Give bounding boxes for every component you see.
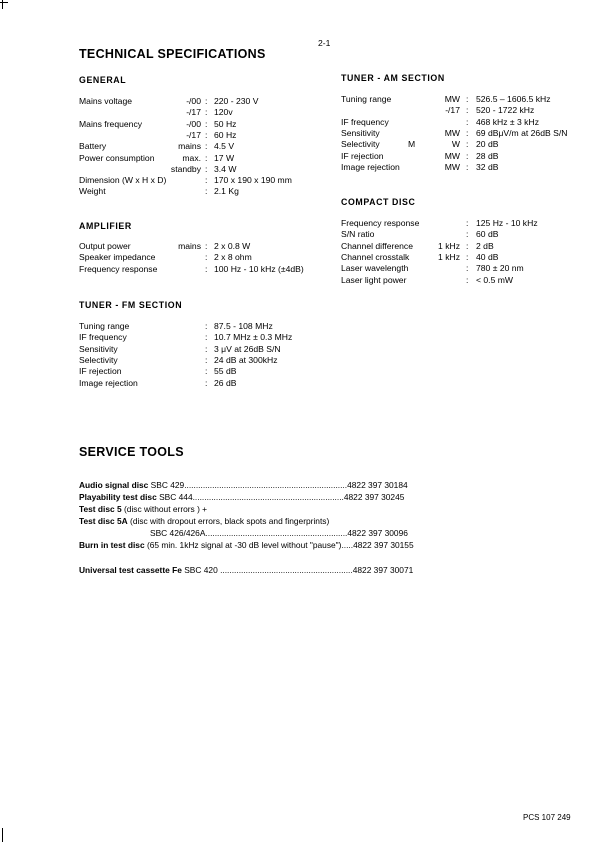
spec-colon: : <box>205 354 208 365</box>
spec-value: < 0.5 mW <box>476 274 514 285</box>
service-tool-name: Test disc 5A <box>79 516 128 526</box>
spec-row <box>0 151 595 162</box>
spec-row <box>0 275 595 286</box>
page-title: TECHNICAL SPECIFICATIONS <box>79 47 266 61</box>
service-tool-name: Universal test cassette Fe <box>79 565 182 575</box>
spec-value: 69 dBμV/m at 26dB S/N <box>476 127 568 138</box>
spec-label: Image rejection <box>79 377 138 388</box>
service-tool-line <box>79 540 447 551</box>
spec-label: S/N ratio <box>341 229 375 240</box>
spec-label: Mains frequency <box>79 118 143 129</box>
spec-colon: : <box>205 332 208 343</box>
spec-colon: : <box>205 107 208 118</box>
spec-value: 220 - 230 V <box>214 96 259 106</box>
heading-compact-disc: COMPACT DISC <box>341 197 416 207</box>
service-tool-leader: ............................................................. <box>205 528 348 538</box>
service-tool-code: 4822 397 30096 <box>347 528 408 538</box>
page-number: 2-1 <box>318 38 331 48</box>
spec-label: Tuning range <box>79 321 130 331</box>
spec-value: 28 dB <box>476 150 499 161</box>
spec-qualifier: MW <box>444 127 460 138</box>
spec-value: 2 dB <box>476 240 494 251</box>
spec-row <box>0 105 595 116</box>
spec-value: 55 dB <box>214 366 237 377</box>
spec-label: Tuning range <box>341 94 392 104</box>
spec-label: Frequency response <box>79 263 158 274</box>
spec-value: 17 W <box>214 152 235 163</box>
spec-colon: : <box>466 251 469 262</box>
service-tool-desc: (disc without errors ) + <box>121 504 208 514</box>
spec-value: 2.1 Kg <box>214 186 239 197</box>
service-tool-line <box>79 480 447 491</box>
spec-value: 3.4 W <box>214 163 237 174</box>
spec-label: Power consumption <box>79 152 155 163</box>
spec-label: Image rejection <box>341 161 400 172</box>
spec-colon: : <box>205 175 208 186</box>
spec-row <box>0 355 595 366</box>
service-tool-line <box>79 516 447 527</box>
spec-row <box>0 263 595 274</box>
spec-value: 170 x 190 x 190 mm <box>214 175 292 186</box>
spec-value: 780 ± 20 nm <box>476 263 524 274</box>
spec-value: 520 - 1722 kHz <box>476 105 535 116</box>
service-tool-code: 4822 397 30071 <box>352 565 414 575</box>
spec-colon: : <box>466 116 469 127</box>
spec-value: 10.7 MHz ± 0.3 MHz <box>214 332 293 343</box>
service-tool-leader: ..... <box>341 540 354 550</box>
spec-colon: : <box>466 229 469 240</box>
spec-value: 87.5 - 108 MHz <box>214 321 273 331</box>
spec-label: Channel crosstalk <box>341 251 410 262</box>
spec-colon: : <box>466 150 469 161</box>
spec-value: 468 kHz ± 3 kHz <box>476 116 539 127</box>
spec-label: IF frequency <box>79 332 127 343</box>
service-tool-line <box>79 492 447 503</box>
service-tool-desc: SBC 420 <box>181 565 221 575</box>
heading-general: GENERAL <box>79 75 127 85</box>
heading-tuner-am: TUNER - AM SECTION <box>341 73 445 83</box>
spec-value: 60 dB <box>476 229 499 240</box>
spec-row <box>0 344 595 355</box>
spec-qualifier: MW <box>444 94 460 104</box>
spec-label: Selectivity <box>341 139 380 150</box>
spec-colon: : <box>205 241 208 251</box>
spec-qualifier: MW <box>444 161 460 172</box>
spec-value: 20 dB <box>476 139 499 150</box>
service-tool-desc: SBC 426/426A <box>150 528 206 538</box>
spec-row <box>0 139 595 150</box>
spec-label: Selectivity <box>79 354 118 365</box>
service-tool-leader: ...................................................................... <box>184 480 348 490</box>
service-tool-name: Audio signal disc <box>79 480 149 490</box>
spec-label: Speaker impedance <box>79 252 156 263</box>
spec-label: Mains voltage <box>79 96 133 106</box>
spec-colon: : <box>205 263 208 274</box>
spec-colon: : <box>466 94 469 104</box>
spec-qualifier: 1 kHz <box>438 251 460 262</box>
spec-label: Weight <box>79 186 106 197</box>
spec-row <box>0 94 595 105</box>
spec-qualifier: -/17 <box>445 105 460 116</box>
spec-value: 4.5 V <box>214 141 235 152</box>
spec-colon: : <box>466 218 469 228</box>
spec-row <box>0 252 595 263</box>
spec-label: Output power <box>79 241 131 251</box>
spec-value: 26 dB <box>214 377 237 388</box>
spec-qualifier: 1 kHz <box>438 240 460 251</box>
spec-colon: : <box>466 139 469 150</box>
spec-colon: : <box>205 377 208 388</box>
spec-value: 50 Hz <box>214 118 237 129</box>
spec-label: Channel difference <box>341 240 413 251</box>
spec-label: Sensitivity <box>79 343 118 354</box>
spec-value: 2 x 0.8 W <box>214 241 251 251</box>
service-tool-name: Playability test disc <box>79 492 157 502</box>
spec-value: 120v <box>214 107 233 118</box>
spec-colon: : <box>205 129 208 140</box>
spec-qualifier: mains <box>178 141 201 152</box>
spec-value: 3 μV at 26dB S/N <box>214 343 281 354</box>
spec-value: 24 dB at 300kHz <box>214 354 278 365</box>
spec-colon: : <box>466 240 469 251</box>
spec-row <box>0 175 595 186</box>
spec-label: IF frequency <box>341 116 389 127</box>
service-tools-heading: SERVICE TOOLS <box>79 445 184 459</box>
service-tool-line <box>150 528 447 539</box>
service-tool-line <box>79 565 447 576</box>
spec-colon: : <box>466 127 469 138</box>
spec-row <box>0 321 595 332</box>
spec-colon: : <box>466 105 469 116</box>
spec-label: IF rejection <box>79 366 122 377</box>
heading-tuner-fm: TUNER - FM SECTION <box>79 300 183 310</box>
spec-colon: : <box>466 274 469 285</box>
spec-label: Battery <box>79 141 107 152</box>
spec-colon: : <box>205 343 208 354</box>
spec-row <box>0 117 595 128</box>
service-tool-name: Burn in test disc <box>79 540 145 550</box>
service-tool-code: 4822 397 30155 <box>353 540 414 550</box>
spec-value: 60 Hz <box>214 129 237 140</box>
spec-colon: : <box>205 321 208 331</box>
spec-row <box>0 332 595 343</box>
spec-value: 125 Hz - 10 kHz <box>476 218 538 228</box>
spec-colon: : <box>205 252 208 263</box>
spec-qualifier: -/17 <box>186 129 201 140</box>
spec-colon: : <box>205 118 208 129</box>
spec-row <box>0 162 595 173</box>
service-tool-name: Test disc 5 <box>79 504 122 514</box>
spec-value: 526.5 – 1606.5 kHz <box>476 94 551 104</box>
spec-colon: : <box>205 366 208 377</box>
spec-qualifier: W <box>451 139 460 150</box>
spec-colon: : <box>466 161 469 172</box>
spec-value: 40 dB <box>476 251 499 262</box>
spec-value: 100 Hz - 10 kHz (±4dB) <box>214 263 304 274</box>
spec-colon: : <box>205 96 208 106</box>
spec-colon: : <box>205 141 208 152</box>
spec-row <box>0 186 595 197</box>
spec-qualifier: -/00 <box>186 96 201 106</box>
spec-colon: : <box>466 263 469 274</box>
spec-qualifier: mains <box>178 241 201 251</box>
corner-mark-top-v <box>2 0 3 9</box>
heading-amplifier: AMPLIFIER <box>79 221 132 231</box>
spec-label: Dimension (W x H x D) <box>79 175 167 186</box>
spec-row <box>0 218 595 229</box>
spec-qualifier-mid: M <box>408 139 416 150</box>
service-tool-desc: SBC 444 <box>156 492 193 502</box>
spec-colon: : <box>205 152 208 163</box>
spec-colon: : <box>205 186 208 197</box>
spec-label: Laser light power <box>341 274 407 285</box>
spec-value: 2 x 8 ohm <box>214 252 252 263</box>
spec-qualifier: MW <box>444 150 460 161</box>
spec-row <box>0 229 595 240</box>
spec-row <box>0 378 595 389</box>
spec-value: 32 dB <box>476 161 499 172</box>
spec-qualifier: -/17 <box>186 107 201 118</box>
service-tool-desc: (65 min. 1kHz signal at -30 dB level without "pause") <box>144 540 342 550</box>
service-tool-desc: (disc with dropout errors, black spots and fingerprints) <box>127 516 330 526</box>
footer-code: PCS 107 249 <box>523 813 571 822</box>
service-tool-code: 4822 397 30245 <box>343 492 405 502</box>
spec-row <box>0 128 595 139</box>
corner-mark-bottom-v <box>2 828 3 842</box>
spec-colon: : <box>205 163 208 174</box>
spec-qualifier: max. <box>182 152 201 163</box>
spec-qualifier: -/00 <box>186 118 201 129</box>
service-tool-leader: ......................................................... <box>220 565 353 575</box>
service-tool-leader: ................................................................. <box>192 492 344 502</box>
spec-label: Sensitivity <box>341 127 380 138</box>
spec-label: Frequency response <box>341 218 420 228</box>
service-tool-code: 4822 397 30184 <box>347 480 408 490</box>
spec-row <box>0 366 595 377</box>
service-tool-desc: SBC 429 <box>148 480 185 490</box>
spec-label: Laser wavelength <box>341 263 409 274</box>
service-tool-line <box>79 504 447 515</box>
spec-label: IF rejection <box>341 150 384 161</box>
spec-row <box>0 241 595 252</box>
spec-qualifier: standby <box>170 163 201 174</box>
